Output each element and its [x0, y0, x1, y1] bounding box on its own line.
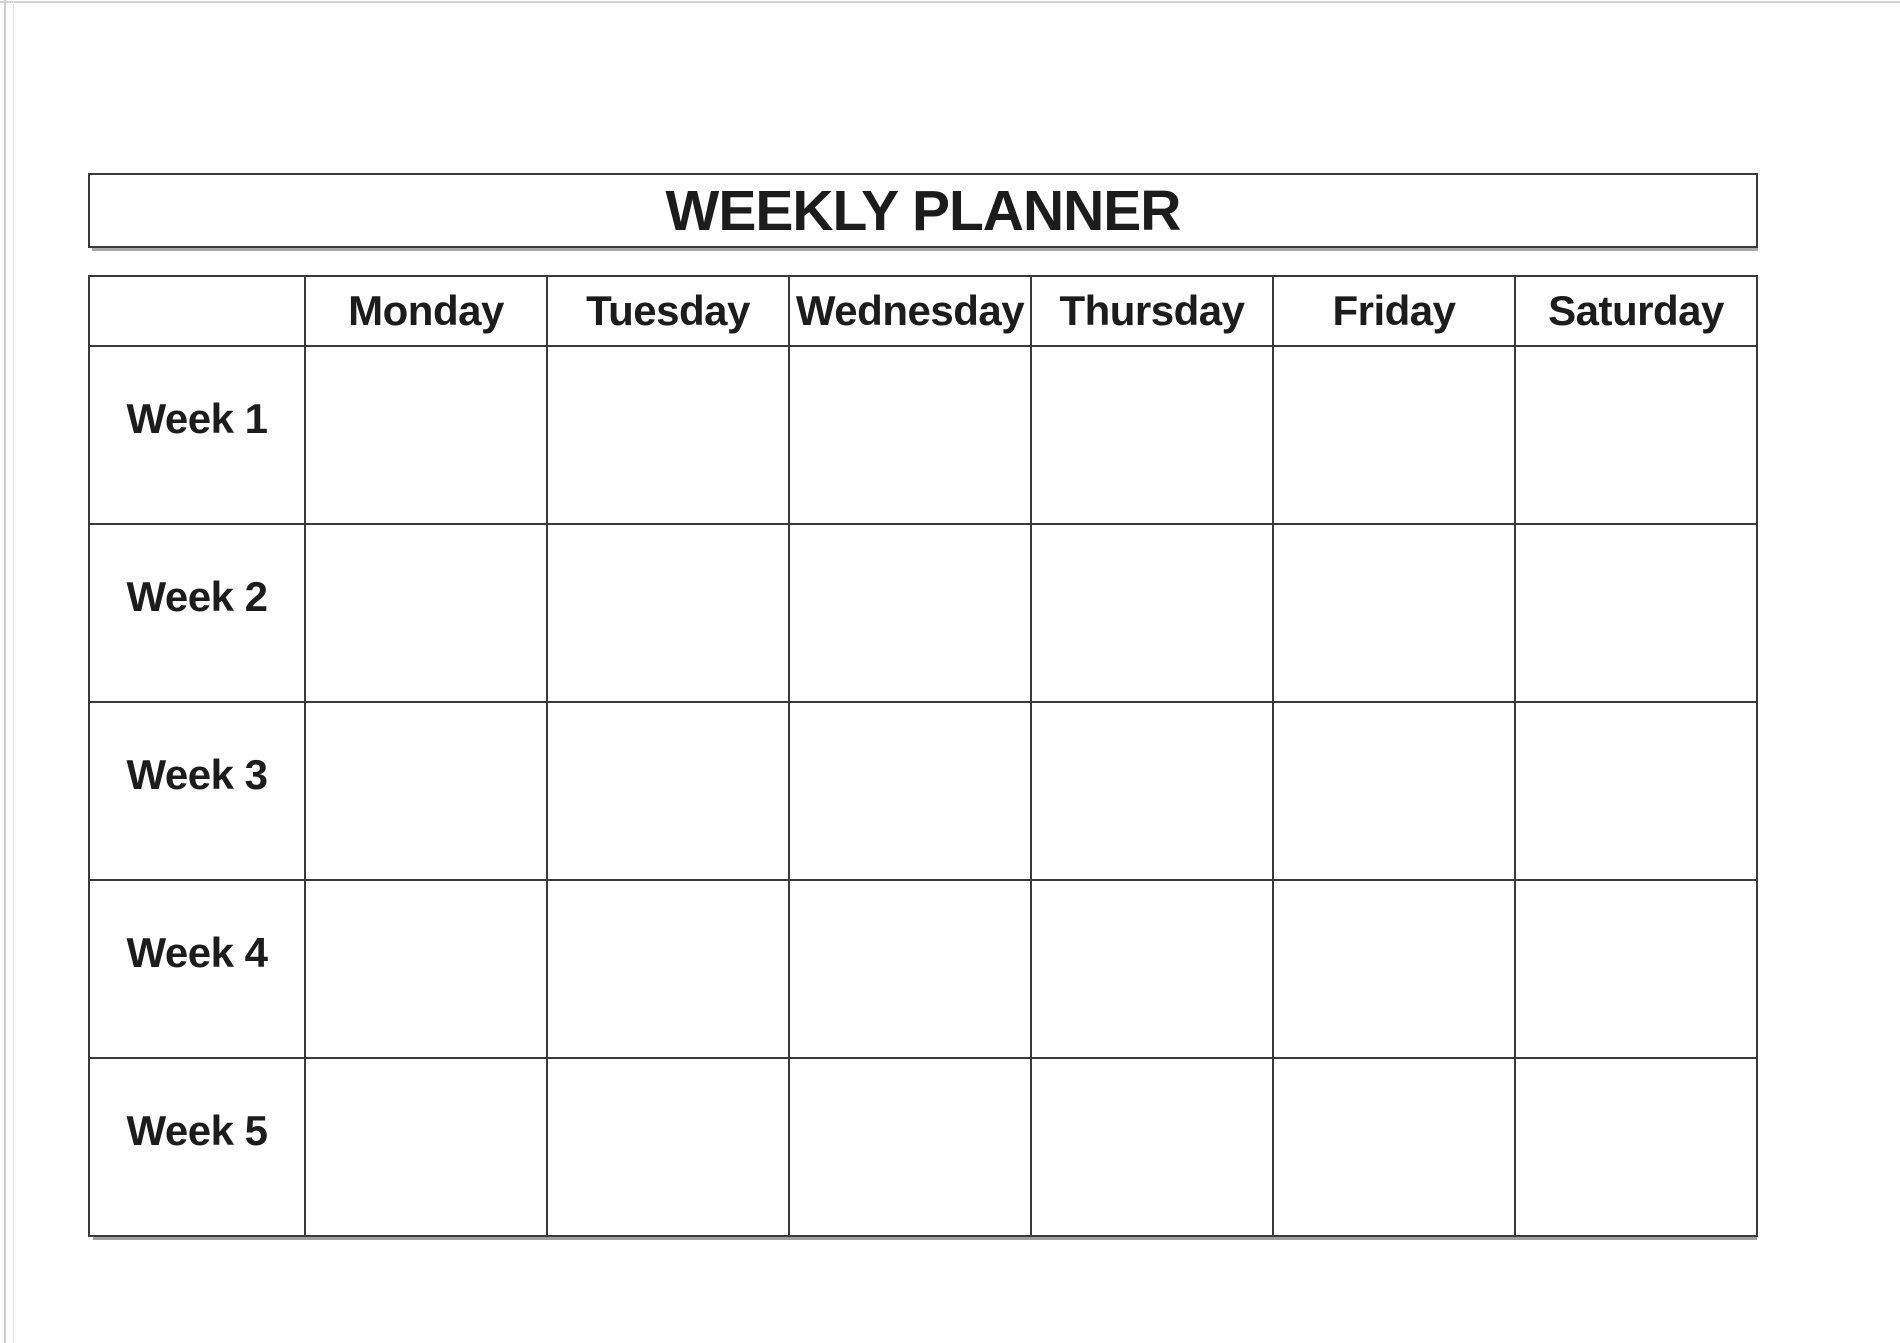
week-row-2 — [89, 524, 1757, 702]
planner-cell-week4-saturday — [1515, 880, 1757, 1058]
planner-cell-week5-friday — [1273, 1058, 1515, 1236]
week-label-1: Week 1 — [89, 346, 305, 524]
day-header-row — [89, 276, 1757, 346]
title-box — [88, 173, 1758, 248]
day-header-friday: Friday — [1273, 276, 1515, 346]
week-label-5: Week 5 — [89, 1058, 305, 1236]
week-row-5 — [89, 1058, 1757, 1236]
planner-cell-week2-saturday — [1515, 524, 1757, 702]
week-label-4: Week 4 — [89, 880, 305, 1058]
planner-cell-week5-tuesday — [547, 1058, 789, 1236]
planner-cell-week3-friday — [1273, 702, 1515, 880]
planner-cell-week4-thursday — [1031, 880, 1273, 1058]
planner-cell-week1-monday — [305, 346, 547, 524]
planner-cell-week1-tuesday — [547, 346, 789, 524]
page-title: WEEKLY PLANNER — [665, 178, 1181, 243]
planner-cell-week1-saturday — [1515, 346, 1757, 524]
planner-cell-week4-monday — [305, 880, 547, 1058]
planner-cell-week2-monday — [305, 524, 547, 702]
planner-cell-week3-tuesday — [547, 702, 789, 880]
page-edge-top-line — [0, 1, 1900, 3]
planner-cell-week2-friday — [1273, 524, 1515, 702]
day-header-saturday: Saturday — [1515, 276, 1757, 346]
planner-cell-week4-friday — [1273, 880, 1515, 1058]
planner-cell-week1-wednesday — [789, 346, 1031, 524]
week-label-3: Week 3 — [89, 702, 305, 880]
planner-cell-week5-thursday — [1031, 1058, 1273, 1236]
planner-cell-week2-tuesday — [547, 524, 789, 702]
planner-cell-week3-monday — [305, 702, 547, 880]
day-header-monday: Monday — [305, 276, 547, 346]
week-label-2: Week 2 — [89, 524, 305, 702]
planner-cell-week1-thursday — [1031, 346, 1273, 524]
planner-cell-week4-tuesday — [547, 880, 789, 1058]
planner-cell-week1-friday — [1273, 346, 1515, 524]
week-row-3 — [89, 702, 1757, 880]
planner-cell-week4-wednesday — [789, 880, 1031, 1058]
planner-cell-week3-saturday — [1515, 702, 1757, 880]
planner-cell-week3-thursday — [1031, 702, 1273, 880]
page-edge-left-line — [4, 0, 6, 1343]
week-row-1 — [89, 346, 1757, 524]
page-edge-left-line-2 — [13, 0, 14, 1343]
planner-cell-week2-thursday — [1031, 524, 1273, 702]
planner-table — [88, 275, 1758, 1237]
planner-cell-week5-monday — [305, 1058, 547, 1236]
planner-cell-week5-wednesday — [789, 1058, 1031, 1236]
planner-cell-week3-wednesday — [789, 702, 1031, 880]
week-row-4 — [89, 880, 1757, 1058]
corner-header-cell — [89, 276, 305, 346]
day-header-wednesday: Wednesday — [789, 276, 1031, 346]
day-header-tuesday: Tuesday — [547, 276, 789, 346]
planner-cell-week5-saturday — [1515, 1058, 1757, 1236]
day-header-thursday: Thursday — [1031, 276, 1273, 346]
planner-cell-week2-wednesday — [789, 524, 1031, 702]
